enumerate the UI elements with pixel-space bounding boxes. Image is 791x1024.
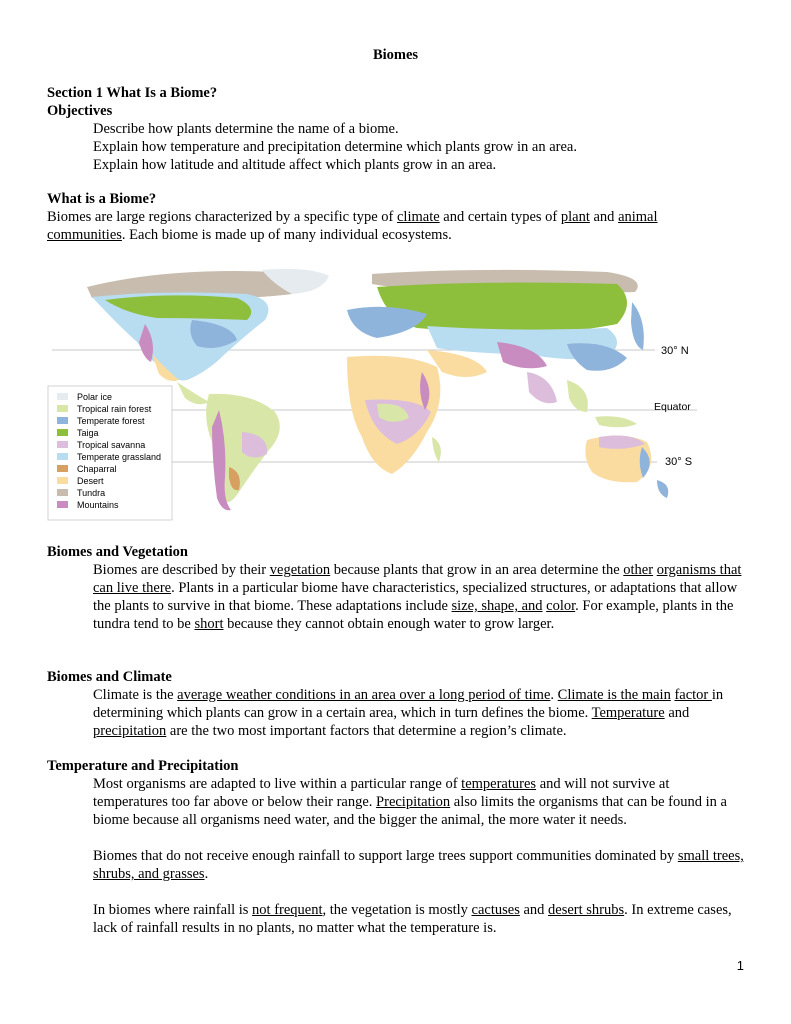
vegetation-section [47,543,747,633]
lat-label-30s: 30° S [665,456,693,468]
legend-label: Taiga [77,428,99,438]
world-biome-map [47,262,697,522]
temp-precip-paragraph-2: Biomes that do not receive enough rainfall to support large trees support communities dominated by small trees, shrubs, and grasses. [93,848,744,882]
map-legend [48,386,172,520]
legend-label: Tundra [77,488,106,498]
temp-precip-heading: Temperature and Precipitation [47,758,239,774]
legend-swatch [57,489,68,496]
legend-swatch [57,393,68,400]
legend-label: Polar ice [77,392,113,402]
page-number: 1 [736,958,744,973]
legend-label: Temperate forest [77,416,145,426]
climate-heading: Biomes and Climate [47,669,172,685]
objective-item: Explain how latitude and altitude affect which plants grow in an area. [93,157,497,173]
legend-swatch [57,417,68,424]
legend-swatch [57,453,68,460]
temp-precip-section [47,757,747,937]
legend-swatch [57,477,68,484]
legend-swatch [57,405,68,412]
objective-item: Explain how temperature and precipitation determine which plants grow in an area. [93,139,577,155]
section-heading: Section 1 What Is a Biome? [47,85,218,101]
page-title: Biomes [372,47,419,63]
legend-label: Tropical savanna [77,440,146,450]
what-is-heading: What is a Biome? [47,191,157,207]
objectives-heading: Objectives [47,103,113,119]
legend-label: Mountains [77,500,119,510]
legend-label: Desert [77,476,104,486]
legend-swatch [57,429,68,436]
lat-label-30n: 30° N [661,345,689,357]
lat-label-equator: Equator [654,401,691,413]
legend-swatch [57,441,68,448]
temp-precip-paragraph-1: Most organisms are adapted to live within a particular range of temperatures and will not survive at temperatures too far above or below their range. Precipitation also limits the organisms that can be found in a biome because all organisms need water, and the bigger the animal, the more water it needs. [93,776,727,828]
what-is-biome-section [47,190,747,244]
temp-precip-paragraph-3: In biomes where rainfall is not frequent, the vegetation is mostly cactuses and desert shrubs. In extreme cases, lack of rainfall results in no plants, no matter what the temperature is. [93,902,732,936]
legend-swatch [57,501,68,508]
vegetation-heading: Biomes and Vegetation [47,544,188,560]
objective-item: Describe how plants determine the name of a biome. [93,121,399,137]
climate-section [47,668,747,740]
legend-label: Temperate grassland [77,452,162,462]
legend-label: Chaparral [77,464,117,474]
what-is-paragraph: Biomes are large regions characterized by a specific type of climate and certain types of plant and animal communities. Each biome is made up of many individual ecosystems. [47,209,658,243]
climate-paragraph: Climate is the average weather conditions in an area over a long period of time. Climate is the main factor in determining which plants can grow in a certain area, which in turn defines the biome. Temperature and precipitation are the two most important factors that determine a region’s climate. [93,687,724,739]
section-1 [47,84,747,174]
vegetation-paragraph: Biomes are described by their vegetation because plants that grow in an area determine the other organisms that can live there. Plants in a particular biome have characteristics, specialized structures, or adaptations that allow the plants to survive in that biome. These adaptations include size, shape, and color. For example, plants in the tundra tend to be short because they cannot obtain enough water to grow larger. [93,562,742,632]
legend-swatch [57,465,68,472]
legend-label: Tropical rain forest [77,404,152,414]
